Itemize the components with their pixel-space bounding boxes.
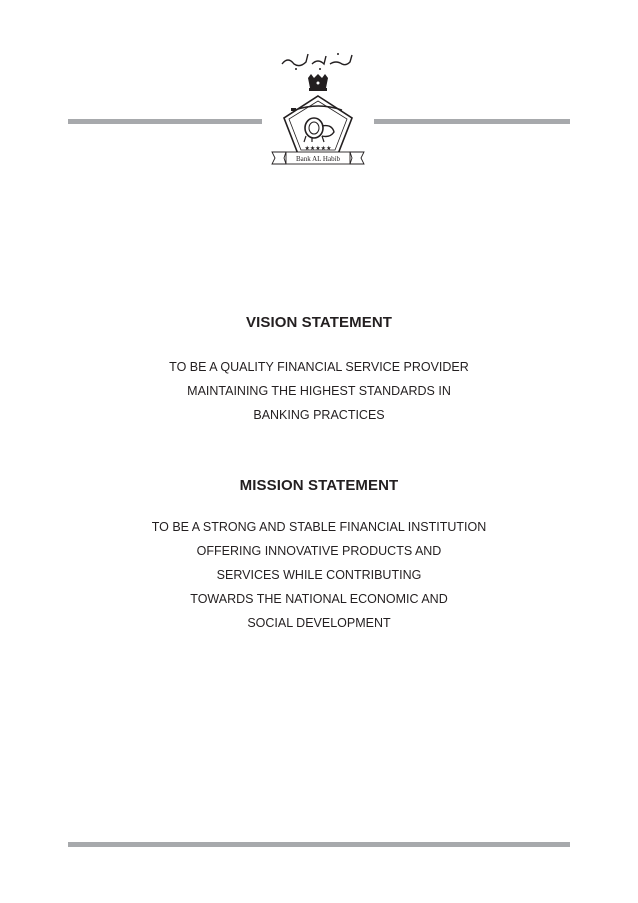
mission-heading: MISSION STATEMENT xyxy=(239,477,399,494)
mission-line: SOCIAL DEVELOPMENT xyxy=(247,616,391,630)
arabic-calligraphy-icon xyxy=(262,50,374,72)
ribbon-text: Bank AL Habib xyxy=(295,155,341,163)
crown-icon xyxy=(308,74,328,91)
vision-line: MAINTAINING THE HIGHEST STANDARDS IN xyxy=(187,384,451,398)
mission-line: SERVICES WHILE CONTRIBUTING xyxy=(216,568,422,582)
mission-line: TO BE A STRONG AND STABLE FINANCIAL INSTITUTION xyxy=(151,520,487,534)
mission-line: OFFERING INNOVATIVE PRODUCTS AND xyxy=(196,544,442,558)
vision-heading: VISION STATEMENT xyxy=(245,314,393,331)
stars-text: ★★★★★ xyxy=(304,145,332,152)
bottom-divider xyxy=(68,842,570,847)
vision-text xyxy=(0,355,638,427)
vision-line: BANKING PRACTICES xyxy=(253,408,385,422)
bank-logo xyxy=(262,74,374,166)
vision-line: TO BE A QUALITY FINANCIAL SERVICE PROVIDER xyxy=(169,360,469,374)
mission-line: TOWARDS THE NATIONAL ECONOMIC AND xyxy=(190,592,448,606)
mission-text xyxy=(0,515,638,635)
